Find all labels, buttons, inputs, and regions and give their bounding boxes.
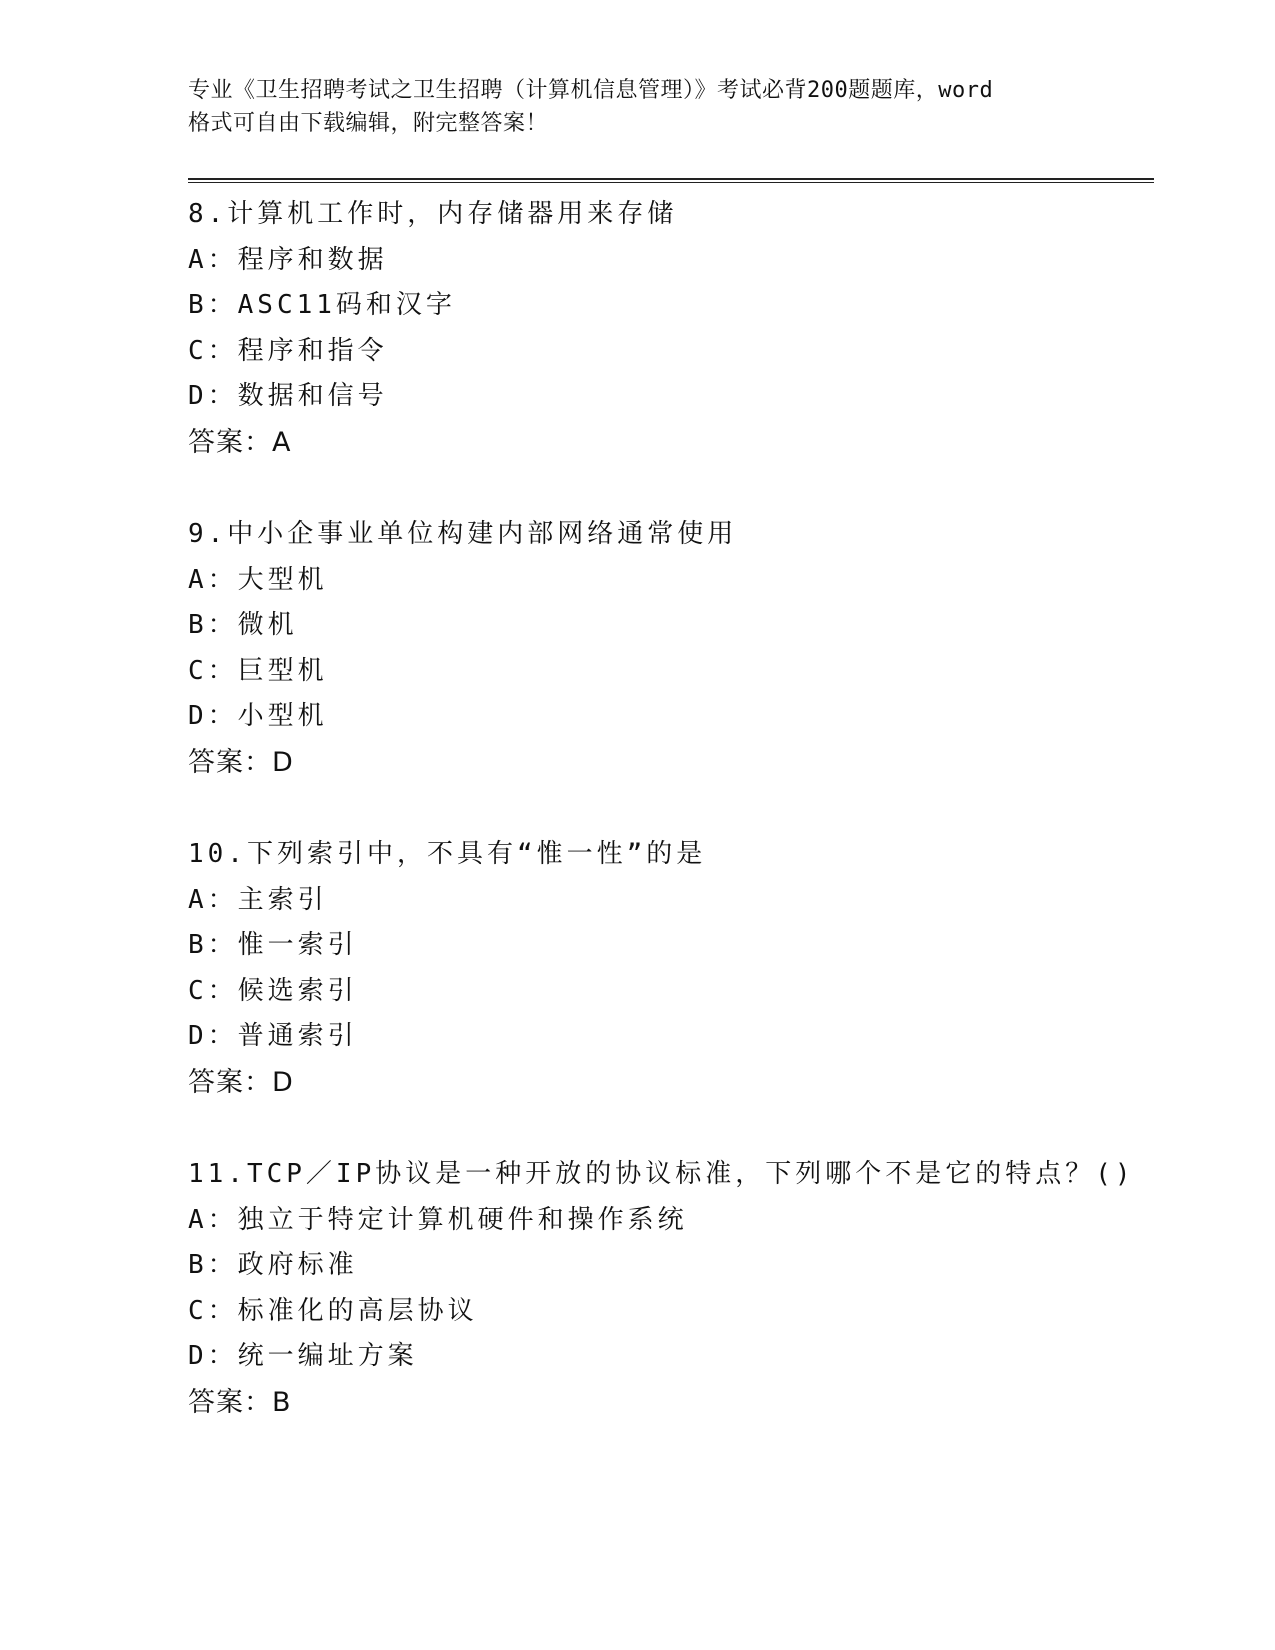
option-a: A：大型机	[188, 564, 328, 595]
option-d: D：统一编址方案	[188, 1341, 418, 1372]
answer-label: 答案：B	[188, 1386, 292, 1418]
option-b: B：惟一索引	[188, 930, 358, 961]
question-block	[188, 192, 1148, 466]
option-b: B：ASC11码和汉字	[188, 290, 456, 321]
question-block	[188, 832, 1148, 1106]
option-b: B：政府标准	[188, 1250, 358, 1281]
question-stem: 11.TCP／IP协议是一种开放的协议标准，下列哪个不是它的特点？()	[188, 1159, 1135, 1189]
question-block	[188, 512, 1148, 786]
option-d: D：普通索引	[188, 1021, 358, 1052]
answer-label: 答案：A	[188, 426, 292, 458]
question-stem: 8.计算机工作时，内存储器用来存储	[188, 199, 678, 229]
option-c: C：巨型机	[188, 655, 328, 686]
answer-label: 答案：D	[188, 1066, 294, 1098]
option-d: D：小型机	[188, 701, 328, 732]
option-c: C：程序和指令	[188, 335, 388, 366]
answer-label: 答案：D	[188, 746, 294, 778]
document-header	[188, 74, 1088, 140]
option-b: B：微机	[188, 610, 298, 641]
option-c: C：标准化的高层协议	[188, 1295, 478, 1326]
header-title-line-2: 格式可自由下载编辑，附完整答案！	[188, 111, 549, 136]
question-stem: 10.下列索引中，不具有“惟一性”的是	[188, 839, 707, 869]
option-a: A：独立于特定计算机硬件和操作系统	[188, 1204, 688, 1235]
question-stem: 9.中小企事业单位构建内部网络通常使用	[188, 519, 738, 549]
header-title-line-1: 专业《卫生招聘考试之卫生招聘（计算机信息管理）》考试必背200题题库，word	[188, 78, 994, 103]
question-block	[188, 1152, 1148, 1426]
option-c: C：候选索引	[188, 975, 358, 1006]
option-a: A：主索引	[188, 884, 328, 915]
option-d: D：数据和信号	[188, 381, 388, 412]
option-a: A：程序和数据	[188, 244, 388, 275]
header-divider	[188, 178, 1154, 183]
